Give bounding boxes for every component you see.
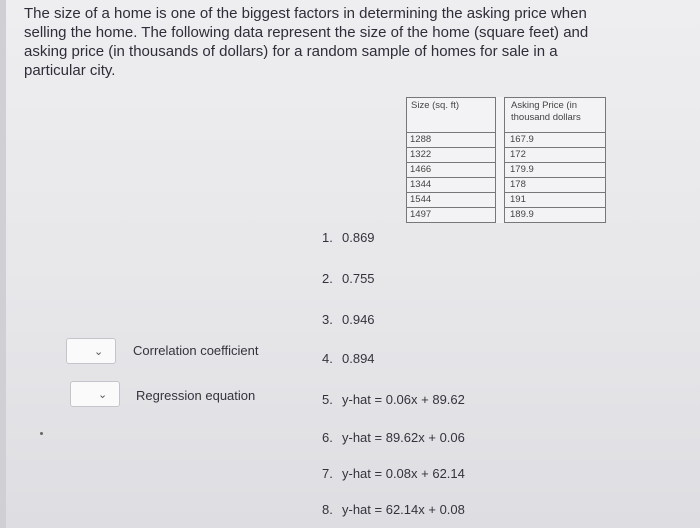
table-cell-size: 1322: [407, 148, 496, 163]
table-row: [407, 208, 606, 223]
data-table: [406, 97, 606, 223]
answer-option: 7. y-hat = 0.08x + 62.14: [322, 466, 465, 481]
table-cell-price: 189.9: [505, 208, 606, 223]
answer-option: 3. 0.946: [322, 312, 375, 327]
chevron-down-icon: ⌄: [94, 346, 104, 358]
question-line: asking price (in thousands of dollars) for a random sample of homes for sale in a: [24, 43, 558, 60]
table-cell-size: 1466: [407, 163, 496, 178]
answer-option: 8. y-hat = 62.14x + 0.08: [322, 502, 465, 517]
answer-option: 1. 0.869: [322, 230, 375, 245]
table-cell-price: 178: [505, 178, 606, 193]
regression-equation-label: Regression equation: [136, 388, 256, 403]
question-text: [24, 4, 624, 80]
table-row: [407, 178, 606, 193]
question-line: particular city.: [24, 62, 116, 79]
table-row: [407, 193, 606, 208]
table-cell-size: 1288: [407, 133, 496, 148]
table-cell-size: 1344: [407, 178, 496, 193]
question-line: The size of a home is one of the biggest factors in determining the asking price when: [24, 5, 587, 22]
table-cell-price: 167.9: [505, 133, 606, 148]
table-cell-price: 172: [505, 148, 606, 163]
table-cell-price: 191: [505, 193, 606, 208]
correlation-coefficient-select[interactable]: [66, 338, 116, 364]
table-cell-size: 1544: [407, 193, 496, 208]
page-left-edge: [0, 0, 6, 528]
regression-equation-select[interactable]: [70, 381, 120, 407]
table-header-size: Size (sq. ft): [407, 98, 496, 133]
answer-option: 2. 0.755: [322, 271, 375, 286]
answer-option: 6. y-hat = 89.62x + 0.06: [322, 430, 465, 445]
table-cell-price: 179.9: [505, 163, 606, 178]
bullet-dot: [40, 432, 43, 435]
correlation-coefficient-label: Correlation coefficient: [133, 343, 259, 358]
chevron-down-icon: ⌄: [98, 389, 108, 401]
answer-option: 5. y-hat = 0.06x + 89.62: [322, 392, 465, 407]
table-row: [407, 163, 606, 178]
table-row: [407, 148, 606, 163]
question-line: selling the home. The following data represent the size of the home (square feet) and: [24, 24, 589, 41]
table-header-price: Asking Price (in thousand dollars: [505, 98, 606, 133]
table-row: [407, 133, 606, 148]
answer-option: 4. 0.894: [322, 351, 375, 366]
table-cell-size: 1497: [407, 208, 496, 223]
